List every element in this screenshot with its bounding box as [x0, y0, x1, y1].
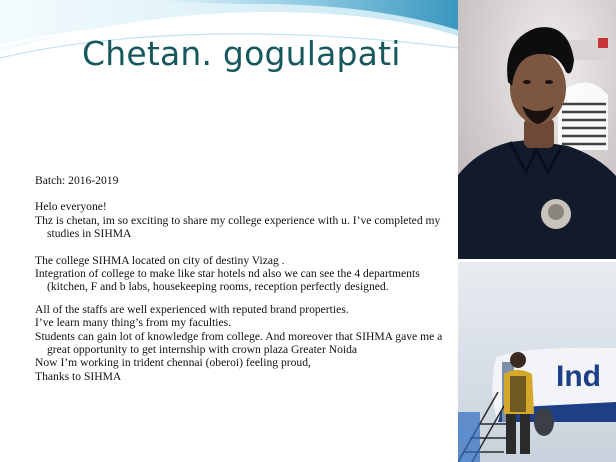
thanks-line: Thanks to SIHMA: [35, 369, 122, 383]
airport-photo: [458, 262, 616, 462]
greeting-line: Helo everyone!: [35, 200, 107, 214]
portrait-photo: [458, 0, 616, 259]
staffs-line: All of the staffs are well experienced with reputed brand properties.: [35, 302, 349, 316]
location-line: The college SIHMA located on city of destiny Vizag .: [35, 253, 285, 267]
faculties-line: I’ve learn many thing’s from my faculties.: [35, 316, 232, 330]
slide-title: Chetan. gogulapati: [82, 34, 401, 73]
integration-paragraph: Integration of college to make like star hotels nd also we can see the 4 departments (kitchen, F and b labs, housekeeping rooms, reception perfectly designed.: [35, 267, 420, 294]
batch-line: Batch: 2016-2019: [35, 174, 119, 187]
aircraft-livery-text: Ind: [556, 360, 601, 393]
intro-paragraph: Thz is chetan, im so exciting to share my college experience with u. I’ve completed my studies in SIHMA: [35, 213, 441, 241]
slide-body: [35, 174, 455, 383]
knowledge-paragraph: Students can gain lot of knowledge from college. And moreover that SIHMA gave me a great opportunity to get internship with crown plaza Greater Noida: [35, 329, 443, 357]
working-line: Now I’m working in trident chennai (oberoi) feeling proud,: [35, 356, 311, 370]
